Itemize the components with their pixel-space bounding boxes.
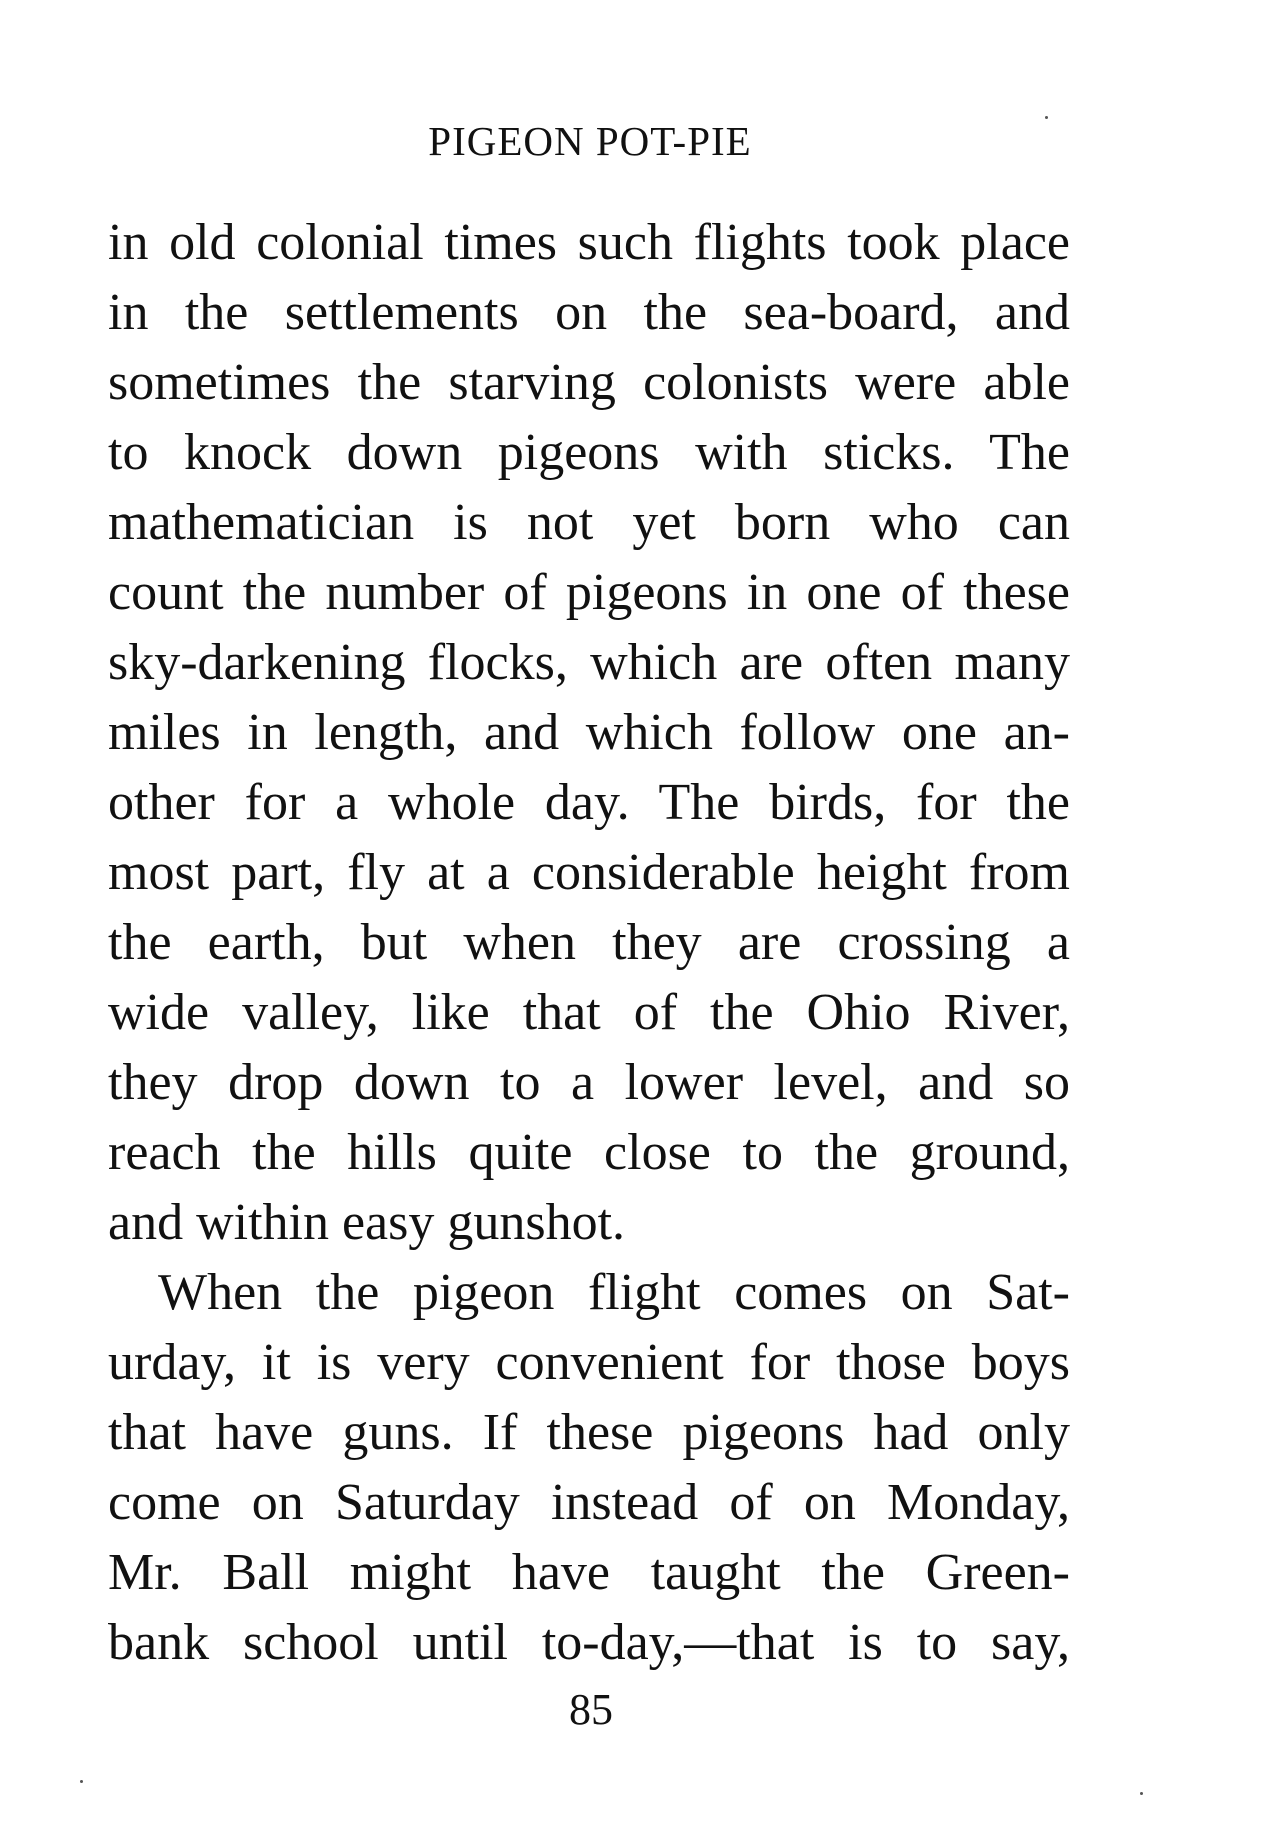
text-line: reach the hills quite close to the ground,	[108, 1124, 1070, 1181]
text-line: in old colonial times such flights took place	[108, 214, 1070, 271]
text-line: the earth, but when they are crossing a	[108, 914, 1070, 971]
text-line: that have guns. If these pigeons had only	[108, 1404, 1070, 1461]
text-line: wide valley, like that of the Ohio River,	[108, 984, 1070, 1041]
text-line: come on Saturday instead of on Monday,	[108, 1474, 1070, 1531]
paragraph	[108, 208, 1070, 1258]
scan-speck	[1140, 1792, 1143, 1795]
text-line: Mr. Ball might have taught the Green-	[108, 1544, 1070, 1601]
text-line: in the settlements on the sea-board, and	[108, 284, 1070, 341]
body-text	[108, 208, 1070, 1678]
text-line: to knock down pigeons with sticks. The	[108, 424, 1070, 481]
text-line: most part, fly at a considerable height from	[108, 844, 1070, 901]
text-line: other for a whole day. The birds, for the	[108, 774, 1070, 831]
paragraph	[108, 1258, 1070, 1678]
running-head: PIGEON POT-PIE	[428, 118, 752, 164]
text-line: mathematician is not yet born who can	[108, 494, 1070, 551]
text-line: bank school until to-day,—that is to say,	[108, 1614, 1070, 1671]
text-line: sky-darkening flocks, which are often many	[108, 634, 1070, 691]
scan-speck	[1045, 116, 1048, 119]
text-line: urday, it is very convenient for those boys	[108, 1334, 1070, 1391]
text-line: they drop down to a lower level, and so	[108, 1054, 1070, 1111]
text-line: When the pigeon flight comes on Sat-	[158, 1264, 1070, 1321]
text-line: sometimes the starving colonists were able	[108, 354, 1070, 411]
text-line: count the number of pigeons in one of these	[108, 564, 1070, 621]
scan-speck	[80, 1780, 83, 1783]
text-line: miles in length, and which follow one an-	[108, 704, 1070, 761]
page-number: 85	[569, 1685, 613, 1734]
text-line: and within easy gunshot.	[108, 1194, 626, 1251]
